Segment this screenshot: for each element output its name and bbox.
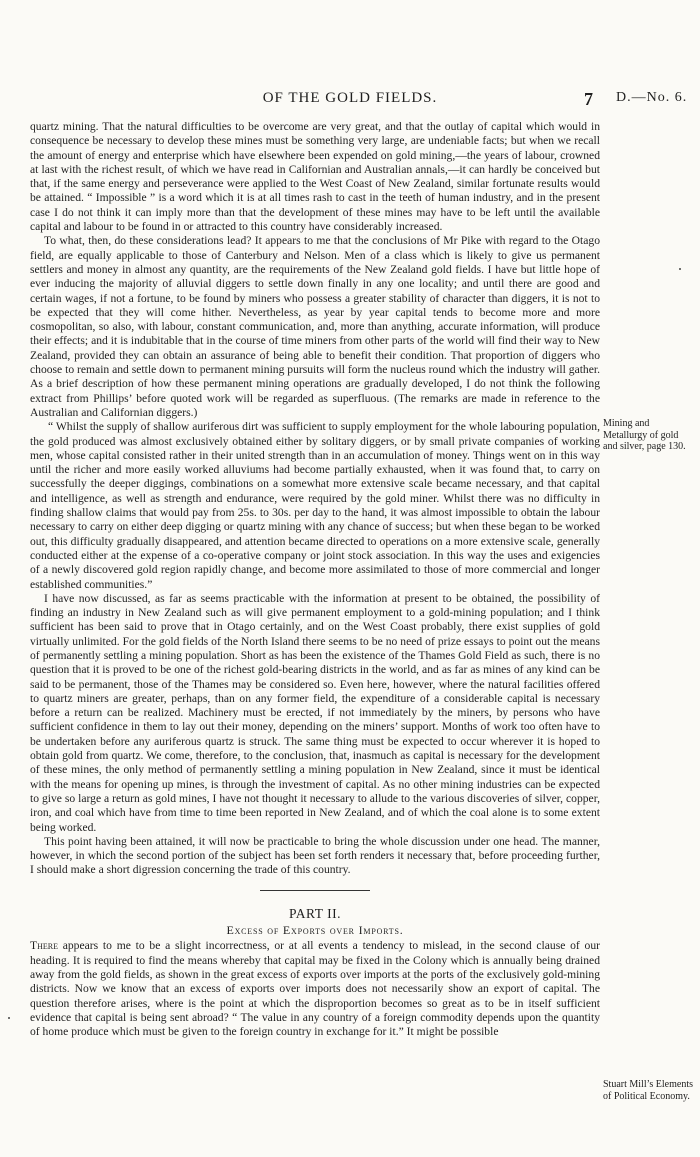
paragraph: I have now discussed, as far as seems practicable with the information at present to be obtained, the possibility of finding an industry in New Zealand such as will give permanent employment to a gold-mining population; and I think sufficient has been said to prove that in Otago certainly, and on the West Coast probably, there exist supplies of gold virtually unlimited. For the gold fields of the North Island there seems to be no need of prize essays to point out the means of permanently settling a mining population. Short as has been the existence of the Thames Gold Field as such, there is no question that it is proved to be one of the richest gold-bearing districts in the world, and as far as mines of any kind can be said to be permanent, those of the Thames may be considered so. Even here, however, where the natural facilities offered to quartz miners are greater, perhaps, than on any former field, the expenditure of a considerable capital is necessary before a return can be realized. Machinery must be erected, if not immediately by the miners, by persons who have sufficient confidence in them to lay out their money, depending on the miners’ support. Months of work too often have to be undertaken before any auriferous quartz is struck. The same thing must be expected to occur wherever it is hoped to obtain gold from quartz. We come, therefore, to the conclusion, that, inasmuch as capital is necessary for the development of these mines, the only method of permanently settling a mining population in New Zealand, since it must be identical with the means for opening up mines, is through the investment of capital. As no other mining industries can be expected to give so large a return as gold mines, I have not thought it necessary to allude to the various discoveries of silver, copper, iron, and coal which have from time to time been reported in New Zealand, and of which the coal alone is to some extent being worked. [30, 591, 600, 834]
scan-speck [679, 268, 681, 270]
margin-note: Mining and Metallurgy of gold and silver, page 130. [603, 418, 686, 452]
body-text [30, 120, 600, 1039]
running-header [0, 90, 700, 110]
paragraph-text: appears to me to be a slight incorrectness, or at all events a tendency to mislead, in the second clause of our heading. It is required to find the means whereby that capital may be fixed in the Colony which is annually being drained away from the gold fields, as shown in the great excess of exports over imports at the ports of the exclusively gold-mining districts. Now we know that an excess of exports over imports does not necessarily show an export of capital. The question therefore arises, where is the point at which the disproportion becomes so great as to be in itself sufficient evidence that capital is being sent abroad? “ The value in any country of a foreign commodity depends upon the quantity of home produce which must be given to the foreign country in exchange for it.” It might be possible [30, 939, 600, 1039]
part-subheading: Excess of Exports over Imports. [226, 923, 404, 938]
lead-word: There [30, 939, 58, 953]
page-number: 7 [584, 89, 594, 109]
section-divider [260, 890, 370, 891]
scan-speck [8, 1017, 10, 1019]
paragraph [30, 939, 600, 1039]
paragraph: To what, then, do these considerations lead? It appears to me that the conclusions of Mr Pike with regard to the Otago field, are equally applicable to those of Canterbury and Nelson. Men of a class which is likely to give us permanent settlers and money in almost any quantity, are the requirements of the New Zealand gold fields. I have but little hope of ever inducing the majority of alluvial diggers to settle down finally in any one locality; and until there are good and certain wages, if not a fortune, to be found by miners who possess a greater stability of character than diggers, it is not to be expected that they will come hither. Nevertheless, as year by year capital tends to become more and more cosmopolitan, so also, with labour, constant communication, and, more than anything, accurate information, will produce their effects; and it is indubitable that in the course of time miners from other parts of the world will find their way to New Zealand, provided they can obtain an assurance of being able to benefit their condition. That proportion of diggers who choose to remain and settle down to permanent mining pursuits will form the nucleus round which the industry will gather. As a brief description of how these permanent mining operations are gradually developed, I do not think the following extract from Phillips’ before quoted work will be regarded as superfluous. (The remarks are made in reference to the Australian and Californian diggers.) [30, 234, 600, 419]
document-reference: D.—No. 6. [616, 90, 688, 105]
paragraph: quartz mining. That the natural difficulties to be overcome are very great, and that the outlay of capital which would in consequence be necessary to develop these mines must be something very large, are undeniable facts; but when we recall the amount of energy and enterprise which have elsewhere been expended on gold mining,—the years of labour, crowned at last with the richest result, of which we have read in Californian and Australian annals,—it can hardly be conceived but that, if the same energy and perseverance were applied to the West Coast of New Zealand, similar fortunate results would be attained. “ Impossible ” is a word which it is at all times rash to cast in the teeth of human industry, and in the present case I do not think it can imply more than that the development of these mines may have to be left until the available capital and labour to be found in or attracted to this country have considerably increased. [30, 120, 600, 234]
running-title: OF THE GOLD FIELDS. [262, 90, 438, 106]
quoted-passage: “ Whilst the supply of shallow auriferous dirt was sufficient to supply employment for the whole labouring population, the gold produced was almost exclusively obtained either by solitary diggers, or by small private companies of working men, whose capital consisted rather in their united strength than in an accumulation of money. Things went on in this way until the richer and more easily worked alluviums had become partially exhausted, when it was found that, to carry on successfully the deeper diggings, combinations on a somewhat more extensive scale became necessary, and that capital and intelligence, as well as strength and endurance, were required by the gold miner. Whilst there was no difficulty in finding shallow claims that would pay from 25s. to 30s. per day to the hand, it was almost impossible to obtain the labour necessary to carry on either deep digging or quartz mining with any chance of success; but when these began to be worked out, this difficulty gradually disappeared, and attention became directed to operations on a more extensive scale, generally conducted either at the expense of a co-operative company or joint stock association. In this way the uses and exigencies of a newly discovered gold region rapidly change, and become more assimilated to those of more commercial and longer established communities.” [30, 420, 600, 591]
paragraph: This point having been attained, it will now be practicable to bring the whole discussion under one head. The manner, however, in which the second portion of the subject has been set forth renders it necessary that, before proceeding further, I should make a short digression concerning the trade of this country. [30, 834, 600, 877]
part-heading: PART II. [289, 905, 341, 921]
margin-note: Stuart Mill’s Elements of Political Economy. [603, 1079, 693, 1102]
